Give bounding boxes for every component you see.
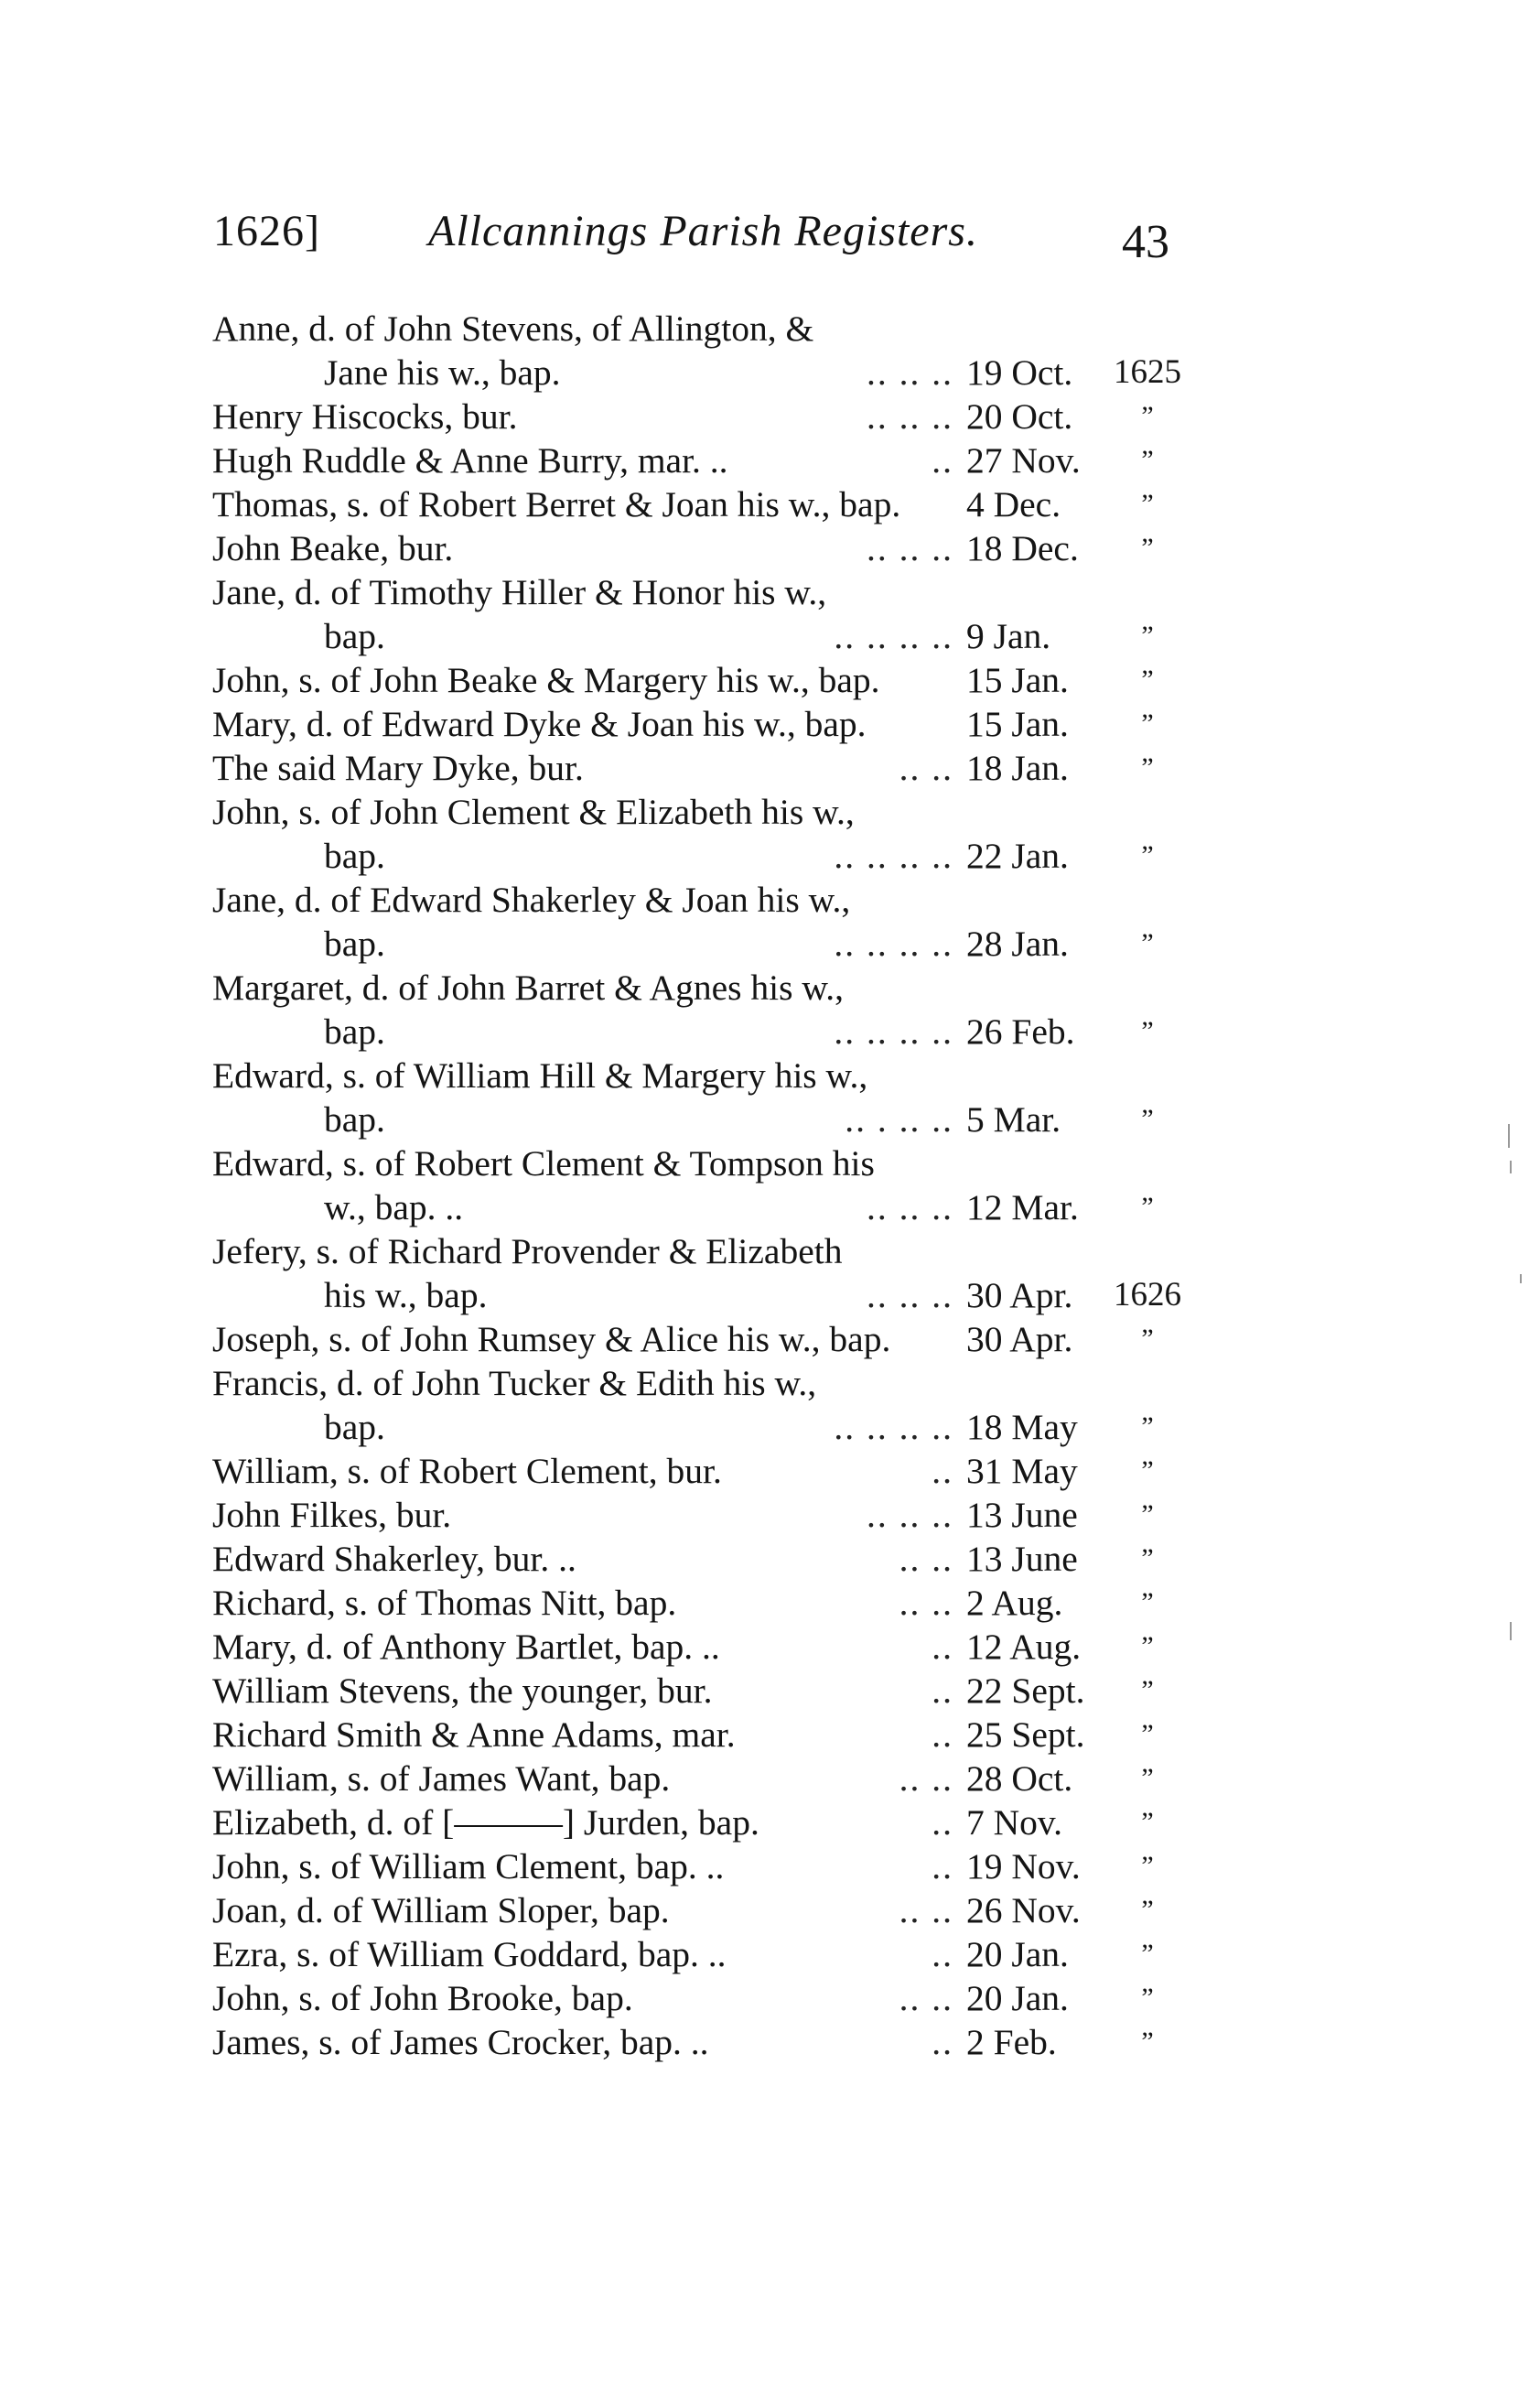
register-entry — [212, 1932, 1255, 1976]
entry-text: John, s. of John Beake & Margery his w., bap. — [212, 660, 880, 700]
entry-date: 4 Dec. — [966, 484, 1061, 524]
header-year: 1626] — [213, 207, 320, 255]
register-entry — [212, 2020, 1255, 2064]
register-entry — [212, 658, 1255, 702]
entry-text: bap. — [324, 1011, 385, 1052]
entry-date: 31 May — [966, 1451, 1078, 1491]
leader-dots: .. .. — [899, 748, 953, 788]
entry-line — [212, 1669, 1255, 1713]
leader-dots: .. — [932, 1670, 953, 1711]
register-entry — [212, 1581, 1255, 1625]
entry-year: ” — [1141, 1851, 1154, 1881]
entry-year — [1102, 1229, 1193, 1273]
entry-line — [212, 307, 1255, 351]
leader-dots: .. .. .. .. — [834, 836, 953, 876]
entry-line — [212, 658, 1255, 702]
entry-date: 20 Jan. — [966, 1978, 1069, 2018]
entry-text: William, s. of James Want, bap. — [212, 1758, 671, 1799]
entry-text: bap. — [324, 616, 385, 656]
entry-date: 18 Jan. — [966, 748, 1069, 788]
entry-year — [1102, 966, 1193, 1010]
entry-line — [212, 1757, 1255, 1800]
leader-dots: .. .. .. — [867, 1187, 953, 1227]
entry-year: ” — [1141, 1455, 1154, 1486]
register-entry — [212, 1493, 1255, 1537]
register-entry — [212, 746, 1255, 790]
entry-year: ” — [1141, 445, 1154, 475]
entry-line — [212, 1932, 1255, 1976]
register-entry — [212, 482, 1255, 526]
entry-line — [212, 1097, 1255, 1141]
register-entry — [212, 1361, 1255, 1449]
entry-line — [212, 1713, 1255, 1757]
entry-date: 30 Apr. — [966, 1275, 1073, 1315]
register-entry — [212, 1141, 1255, 1229]
register-entries — [212, 307, 1255, 2064]
entry-date: 19 Oct. — [966, 352, 1073, 393]
entry-line — [212, 1185, 1255, 1229]
entry-year: ” — [1141, 1631, 1154, 1661]
entry-text: Edward, s. of Robert Clement & Tompson his — [212, 1143, 875, 1184]
entry-line — [212, 790, 1255, 834]
entry-year: ” — [1141, 665, 1154, 695]
entry-year: ” — [1141, 1675, 1154, 1705]
entry-date: 26 Nov. — [966, 1890, 1081, 1930]
entry-date — [961, 878, 1102, 922]
entry-line — [212, 1273, 1255, 1317]
entry-year: ” — [1141, 401, 1154, 431]
entry-text: Jane his w., bap. — [324, 352, 561, 393]
entry-line — [212, 1361, 1255, 1405]
entry-text: Jane, d. of Edward Shakerley & Joan his w., — [212, 880, 851, 920]
entry-line — [212, 1625, 1255, 1669]
entry-date: 15 Jan. — [966, 660, 1069, 700]
register-entry — [212, 1625, 1255, 1669]
entry-year: ” — [1141, 1016, 1154, 1046]
entry-year — [1102, 1361, 1193, 1405]
register-entry — [212, 1669, 1255, 1713]
entry-line — [212, 1800, 1255, 1844]
entry-line — [212, 922, 1255, 966]
entry-text: Jane, d. of Timothy Hiller & Honor his w., — [212, 572, 827, 612]
leader-dots: .. .. .. — [867, 528, 953, 568]
entry-date: 26 Feb. — [966, 1011, 1075, 1052]
entry-text: Ezra, s. of William Goddard, bap. .. — [212, 1934, 727, 1974]
entry-text: Edward Shakerley, bur. .. — [212, 1539, 576, 1579]
entry-year: ” — [1141, 1192, 1154, 1222]
entry-date — [961, 1361, 1102, 1405]
entry-year: ” — [1141, 1324, 1154, 1354]
entry-text: John, s. of William Clement, bap. .. — [212, 1846, 725, 1886]
entry-line — [212, 1449, 1255, 1493]
entry-date — [961, 790, 1102, 834]
entry-text: bap. — [324, 836, 385, 876]
entry-date: 12 Mar. — [966, 1187, 1079, 1227]
leader-dots: .. .. .. — [867, 396, 953, 437]
entry-text: his w., bap. — [324, 1275, 488, 1315]
margin-mark — [1510, 1161, 1512, 1173]
entry-text: Margaret, d. of John Barret & Agnes his w., — [212, 967, 845, 1008]
leader-dots: .. .. — [899, 1758, 953, 1799]
entry-text: Richard, s. of Thomas Nitt, bap. — [212, 1583, 677, 1623]
entry-text: Elizabeth, d. of [———] Jurden, bap. — [212, 1802, 759, 1843]
leader-dots: .. .. .. .. — [834, 924, 953, 964]
margin-mark — [1510, 1622, 1512, 1640]
entry-year — [1102, 1141, 1193, 1185]
entry-date: 9 Jan. — [966, 616, 1051, 656]
entry-text: Francis, d. of John Tucker & Edith his w., — [212, 1363, 817, 1403]
entry-line — [212, 1493, 1255, 1537]
entry-line — [212, 1229, 1255, 1273]
entry-text: Richard Smith & Anne Adams, mar. — [212, 1714, 736, 1755]
entry-date — [961, 570, 1102, 614]
entry-date: 27 Nov. — [966, 440, 1081, 481]
register-entry — [212, 438, 1255, 482]
entry-year: ” — [1141, 752, 1154, 783]
entry-year: ” — [1141, 1719, 1154, 1749]
entry-date: 15 Jan. — [966, 704, 1069, 744]
entry-text: Anne, d. of John Stevens, of Allington, & — [212, 308, 814, 349]
entry-year: ” — [1141, 1763, 1154, 1793]
entry-text: bap. — [324, 1099, 385, 1140]
entry-year: ” — [1141, 2027, 1154, 2057]
entry-date: 12 Aug. — [966, 1627, 1082, 1667]
margin-mark — [1508, 1124, 1510, 1148]
entry-text: John Filkes, bur. — [212, 1495, 452, 1535]
entry-year — [1102, 570, 1193, 614]
register-entry — [212, 1449, 1255, 1493]
entry-date: 5 Mar. — [966, 1099, 1061, 1140]
entry-date — [961, 1141, 1102, 1185]
entry-line — [212, 482, 1255, 526]
entry-line — [212, 438, 1255, 482]
entry-line — [212, 570, 1255, 614]
entry-date: 28 Oct. — [966, 1758, 1073, 1799]
register-entry — [212, 702, 1255, 746]
entry-text: Henry Hiscocks, bur. — [212, 396, 518, 437]
entry-line — [212, 395, 1255, 438]
leader-dots: .. — [932, 440, 953, 481]
entry-line — [212, 351, 1255, 395]
entry-line — [212, 2020, 1255, 2064]
entry-line — [212, 1010, 1255, 1054]
entry-line — [212, 702, 1255, 746]
entry-date: 25 Sept. — [966, 1714, 1085, 1755]
entry-text: Joseph, s. of John Rumsey & Alice his w., bap. — [212, 1319, 891, 1359]
entry-year: ” — [1141, 840, 1154, 870]
entry-line — [212, 614, 1255, 658]
register-entry — [212, 1888, 1255, 1932]
entry-date: 19 Nov. — [966, 1846, 1081, 1886]
leader-dots: .. .. — [899, 1583, 953, 1623]
leader-dots: .. — [932, 1714, 953, 1755]
entry-date: 20 Oct. — [966, 396, 1073, 437]
entry-line — [212, 1844, 1255, 1888]
entry-date: 20 Jan. — [966, 1934, 1069, 1974]
entry-line — [212, 1581, 1255, 1625]
entry-text: John, s. of John Brooke, bap. — [212, 1978, 633, 2018]
entry-line — [212, 1405, 1255, 1449]
entry-date: 22 Jan. — [966, 836, 1069, 876]
entry-line — [212, 966, 1255, 1010]
leader-dots: .. — [932, 1802, 953, 1843]
entry-date: 13 June — [966, 1495, 1078, 1535]
margin-mark — [1520, 1274, 1522, 1283]
entry-year: ” — [1141, 1895, 1154, 1925]
register-entry — [212, 878, 1255, 966]
leader-dots: .. .. .. .. — [834, 1011, 953, 1052]
entry-line — [212, 1976, 1255, 2020]
leader-dots: .. — [932, 1846, 953, 1886]
entry-date: 22 Sept. — [966, 1670, 1085, 1711]
entry-year: ” — [1141, 1983, 1154, 2013]
entry-date: 2 Feb. — [966, 2022, 1057, 2062]
entry-text: Jefery, s. of Richard Provender & Elizabeth — [212, 1231, 843, 1271]
leader-dots: .. .. — [899, 1890, 953, 1930]
register-entry — [212, 1229, 1255, 1317]
register-entry — [212, 1317, 1255, 1361]
entry-text: Mary, d. of Edward Dyke & Joan his w., bap. — [212, 704, 867, 744]
entry-text: Edward, s. of William Hill & Margery his w., — [212, 1055, 868, 1096]
entry-year: 1625 — [1114, 353, 1181, 391]
leader-dots: .. .. .. — [867, 352, 953, 393]
leader-dots: .. — [932, 1451, 953, 1491]
entry-text: John, s. of John Clement & Elizabeth his w., — [212, 792, 855, 832]
register-entry — [212, 1757, 1255, 1800]
entry-text: John Beake, bur. — [212, 528, 454, 568]
leader-dots: .. . .. .. — [845, 1099, 953, 1140]
entry-line — [212, 746, 1255, 790]
entry-year: ” — [1141, 1543, 1154, 1573]
register-entry — [212, 966, 1255, 1054]
entry-year: 1626 — [1114, 1276, 1181, 1313]
entry-text: bap. — [324, 1407, 385, 1447]
entry-year: ” — [1141, 533, 1154, 563]
entry-text: bap. — [324, 924, 385, 964]
entry-text: William, s. of Robert Clement, bur. — [212, 1451, 722, 1491]
entry-year: ” — [1141, 489, 1154, 519]
leader-dots: .. .. .. .. — [834, 1407, 953, 1447]
running-header — [213, 178, 1220, 279]
entry-text: James, s. of James Crocker, bap. .. — [212, 2022, 709, 2062]
entry-year: ” — [1141, 708, 1154, 739]
entry-line — [212, 878, 1255, 922]
register-entry — [212, 1713, 1255, 1757]
entry-date: 28 Jan. — [966, 924, 1069, 964]
entry-year — [1102, 307, 1193, 351]
entry-line — [212, 1054, 1255, 1097]
register-entry — [212, 1844, 1255, 1888]
register-entry — [212, 1054, 1255, 1141]
register-entry — [212, 1976, 1255, 2020]
page-number: 43 — [1122, 216, 1169, 268]
entry-text: William Stevens, the younger, bur. — [212, 1670, 713, 1711]
header-title: Allcannings Parish Registers. — [428, 207, 978, 255]
entry-date: 30 Apr. — [966, 1319, 1073, 1359]
entry-line — [212, 1317, 1255, 1361]
entry-date: 13 June — [966, 1539, 1078, 1579]
register-entry — [212, 570, 1255, 658]
register-entry — [212, 790, 1255, 878]
entry-text: The said Mary Dyke, bur. — [212, 748, 584, 788]
entry-year: ” — [1141, 928, 1154, 958]
register-entry — [212, 1800, 1255, 1844]
leader-dots: .. .. .. .. — [834, 616, 953, 656]
entry-date — [961, 307, 1102, 351]
entry-date: 18 May — [966, 1407, 1078, 1447]
entry-year: ” — [1141, 1939, 1154, 1969]
entry-line — [212, 526, 1255, 570]
entry-date: 18 Dec. — [966, 528, 1079, 568]
register-entry — [212, 1537, 1255, 1581]
leader-dots: .. .. .. — [867, 1495, 953, 1535]
entry-date — [961, 1229, 1102, 1273]
entry-line — [212, 1537, 1255, 1581]
entry-date: 2 Aug. — [966, 1583, 1063, 1623]
leader-dots: .. — [932, 1934, 953, 1974]
entry-text: Mary, d. of Anthony Bartlet, bap. .. — [212, 1627, 720, 1667]
register-entry — [212, 526, 1255, 570]
entry-date — [961, 1054, 1102, 1097]
entry-year: ” — [1141, 1499, 1154, 1530]
entry-year: ” — [1141, 1807, 1154, 1837]
leader-dots: .. — [932, 2022, 953, 2062]
entry-text: w., bap. .. — [324, 1187, 464, 1227]
entry-year: ” — [1141, 1411, 1154, 1442]
entry-year — [1102, 878, 1193, 922]
leader-dots: .. .. — [899, 1539, 953, 1579]
leader-dots: .. — [932, 1627, 953, 1667]
entry-year: ” — [1141, 621, 1154, 651]
entry-year: ” — [1141, 1104, 1154, 1134]
entry-text: Thomas, s. of Robert Berret & Joan his w., bap. — [212, 484, 901, 524]
entry-line — [212, 1888, 1255, 1932]
entry-year: ” — [1141, 1587, 1154, 1617]
entry-text: Joan, d. of William Sloper, bap. — [212, 1890, 670, 1930]
register-entry — [212, 395, 1255, 438]
entry-year — [1102, 790, 1193, 834]
entry-date: 7 Nov. — [966, 1802, 1062, 1843]
leader-dots: .. .. — [899, 1978, 953, 2018]
entry-line — [212, 1141, 1255, 1185]
leader-dots: .. .. .. — [867, 1275, 953, 1315]
entry-text: Hugh Ruddle & Anne Burry, mar. .. — [212, 440, 728, 481]
entry-line — [212, 834, 1255, 878]
entry-date — [961, 966, 1102, 1010]
register-entry — [212, 307, 1255, 395]
entry-year — [1102, 1054, 1193, 1097]
